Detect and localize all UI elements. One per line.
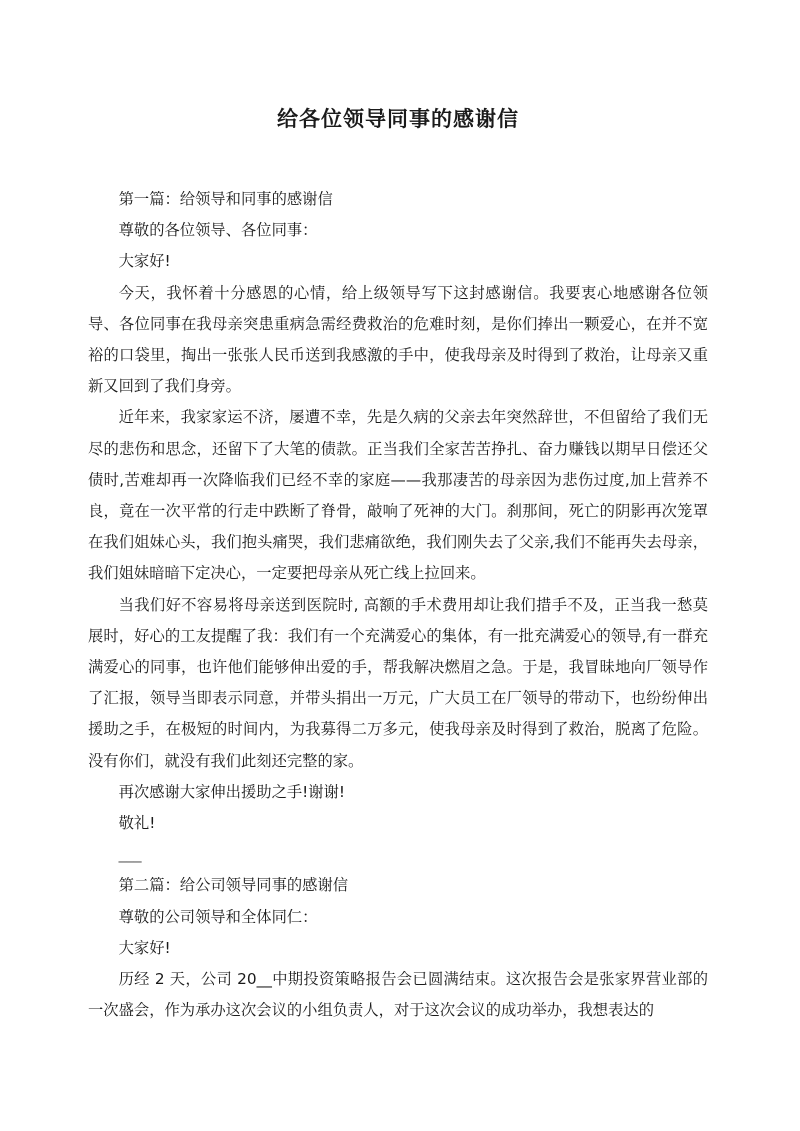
document-body	[88, 184, 708, 1026]
paragraph: 当我们好不容易将母亲送到医院时, 高额的手术费用却让我们措手不及，正当我一愁莫展时，好心的工友提醒了我：我们有一个充满爱心的集体，有一批充满爱心的领导,有一群充满爱心的同事，也许他们能够伸出爱的手，帮我解决燃眉之急。于是，我冒昧地向厂领导作了汇报，领导当即表示同意，并带头捐出一万元，广大员工在厂领导的带动下，也纷纷伸出援助之手，在极短的时间内，为我募得二万多元，使我母亲及时得到了救治，脱离了危险。没有你们，就没有我们此刻还完整的家。	[88, 595, 708, 770]
paragraph: 大家好!	[118, 252, 171, 271]
paragraph: 敬礼!	[118, 814, 156, 833]
paragraph: 尊敬的公司领导和全体同仁：	[118, 907, 318, 926]
paragraph: 近年来，我家家运不济，屡遭不幸，先是久病的父亲去年突然辞世，不但留给了我们无尽的悲伤和思念，还留下了大笔的债款。正当我们全家苦苦挣扎、奋力赚钱以期早日偿还父债时,苦难却再一次降临我们已经不幸的家庭——我那凄苦的母亲因为悲伤过度,加上营养不良，竟在一次平常的行走中跌断了脊骨，敲响了死神的大门。刹那间，死亡的阴影再次笼罩在我们姐妹心头，我们抱头痛哭，我们悲痛欲绝，我们刚失去了父亲,我们不能再失去母亲，我们姐妹暗暗下定决心，一定要把母亲从死亡线上拉回来。	[88, 408, 708, 583]
paragraph: 尊敬的各位领导、各位同事：	[118, 221, 318, 240]
paragraph: 第一篇：给领导和同事的感谢信	[118, 190, 333, 208]
document-title: 给各位领导同事的感谢信	[277, 107, 519, 131]
section-divider: ___	[118, 845, 142, 864]
paragraph: 第二篇：给公司领导同事的感谢信	[118, 876, 349, 895]
paragraph: 再次感谢大家伸出援助之手!谢谢!	[118, 782, 346, 801]
paragraph: 历经 2 天，公司 20__中期投资策略报告会已圆满结束。这次报告会是张家界营业部的一次盛会，作为承办这次会议的小组负责人，对于这次会议的成功举办，我想表达的	[88, 970, 708, 1020]
paragraph: 大家好!	[118, 938, 171, 957]
paragraph: 今天，我怀着十分感恩的心情，给上级领导写下这封感谢信。我要衷心地感谢各位领导、各位同事在我母亲突患重病急需经费救治的危难时刻，是你们捧出一颗爱心，在并不宽裕的口袋里，掏出一张张人民币送到我感激的手中，使我母亲及时得到了救治，让母亲又重新又回到了我们身旁。	[88, 283, 708, 396]
